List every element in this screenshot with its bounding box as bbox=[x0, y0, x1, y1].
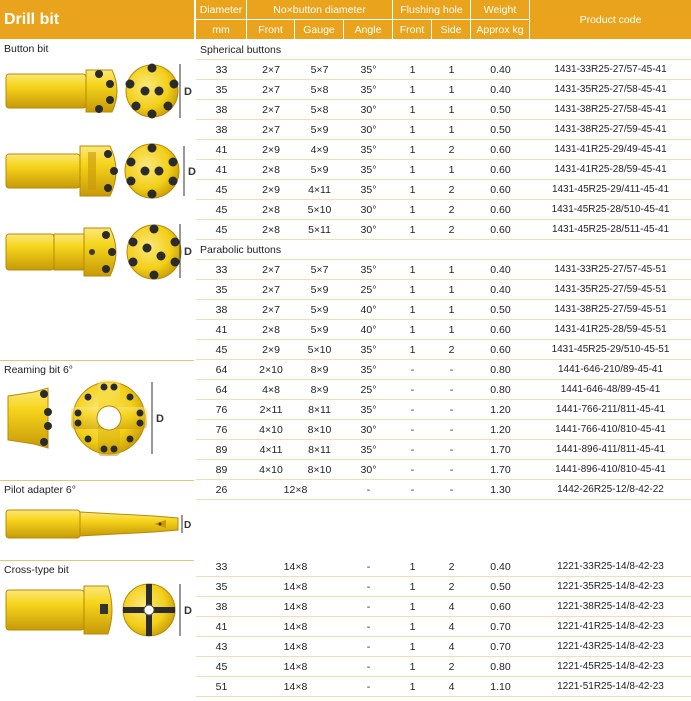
cell-angle: 35° bbox=[344, 160, 393, 180]
cell-product-code: 1431-45R25-28/511-45-41 bbox=[530, 220, 691, 240]
product-images-column bbox=[0, 0, 196, 701]
cell-product-code: 1441-766-211/811-45-41 bbox=[530, 400, 691, 420]
cell-diameter: 45 bbox=[196, 180, 247, 200]
section-divider bbox=[0, 480, 194, 481]
cell-weight: 0.60 bbox=[471, 220, 530, 240]
table-row bbox=[196, 460, 691, 480]
cell-angle: 25° bbox=[344, 380, 393, 400]
cell-angle: 40° bbox=[344, 320, 393, 340]
cell-flushing-front: 1 bbox=[393, 220, 432, 240]
cell-product-code: 1431-35R25-27/59-45-51 bbox=[530, 280, 691, 300]
table-row bbox=[196, 440, 691, 460]
cell-angle: 35° bbox=[344, 140, 393, 160]
table-row bbox=[196, 300, 691, 320]
cell-angle: 30° bbox=[344, 120, 393, 140]
dimension-d-label: D bbox=[184, 605, 192, 617]
table-subheader: Spherical buttons bbox=[196, 40, 691, 60]
cell-diameter: 33 bbox=[196, 260, 247, 280]
cell-gauge-buttons: 5×9 bbox=[295, 120, 344, 140]
cell-weight: 0.60 bbox=[471, 140, 530, 160]
cell-flushing-side: 2 bbox=[432, 657, 471, 677]
cell-front-buttons: 2×8 bbox=[247, 200, 295, 220]
cell-diameter: 51 bbox=[196, 677, 247, 697]
cell-flushing-side: 1 bbox=[432, 280, 471, 300]
cell-flushing-front: 1 bbox=[393, 320, 432, 340]
table-row bbox=[196, 180, 691, 200]
dimension-d-marker-1 bbox=[176, 62, 196, 122]
cell-gauge-buttons: 5×9 bbox=[295, 160, 344, 180]
button-bit-image-1 bbox=[4, 62, 194, 120]
cell-product-code: 1441-766-410/810-45-41 bbox=[530, 420, 691, 440]
header-product-code: Product code bbox=[530, 0, 691, 39]
table-spacer-row bbox=[196, 500, 691, 520]
cell-gauge-buttons: 5×10 bbox=[295, 200, 344, 220]
cell-flushing-side: - bbox=[432, 440, 471, 460]
cell-gauge-buttons: 5×7 bbox=[295, 260, 344, 280]
table-row bbox=[196, 420, 691, 440]
cell-angle: 35° bbox=[344, 180, 393, 200]
table-row bbox=[196, 60, 691, 80]
cell-weight: 0.50 bbox=[471, 120, 530, 140]
cell-diameter: 45 bbox=[196, 220, 247, 240]
cell-product-code: 1221-41R25-14/8-42-23 bbox=[530, 617, 691, 637]
cell-buttons: 14×8 bbox=[247, 557, 344, 577]
cell-buttons: 14×8 bbox=[247, 677, 344, 697]
cell-weight: 0.40 bbox=[471, 260, 530, 280]
spacer-cell bbox=[196, 538, 691, 557]
cell-angle: 30° bbox=[344, 460, 393, 480]
cell-weight: 0.60 bbox=[471, 180, 530, 200]
table-spacer-row bbox=[196, 519, 691, 538]
cell-front-buttons: 2×9 bbox=[247, 140, 295, 160]
cell-diameter: 89 bbox=[196, 460, 247, 480]
cell-weight: 1.70 bbox=[471, 460, 530, 480]
cell-flushing-front: 1 bbox=[393, 677, 432, 697]
cell-product-code: 1441-896-411/811-45-41 bbox=[530, 440, 691, 460]
cell-front-buttons: 2×7 bbox=[247, 80, 295, 100]
cell-front-buttons: 4×10 bbox=[247, 420, 295, 440]
cell-weight: 0.70 bbox=[471, 617, 530, 637]
cell-angle: - bbox=[344, 637, 393, 657]
cell-front-buttons: 2×10 bbox=[247, 360, 295, 380]
cell-angle: 35° bbox=[344, 80, 393, 100]
cell-front-buttons: 2×7 bbox=[247, 280, 295, 300]
table-row bbox=[196, 480, 691, 500]
cell-product-code: 1221-43R25-14/8-42-23 bbox=[530, 637, 691, 657]
cross-bit-image bbox=[4, 580, 194, 640]
cell-gauge-buttons: 4×9 bbox=[295, 140, 344, 160]
pilot-adapter-image bbox=[4, 502, 194, 546]
section-divider bbox=[0, 560, 194, 561]
cell-angle: - bbox=[344, 557, 393, 577]
dimension-d-label: D bbox=[184, 520, 192, 531]
cell-front-buttons: 2×7 bbox=[247, 300, 295, 320]
table-row bbox=[196, 100, 691, 120]
cell-diameter: 64 bbox=[196, 380, 247, 400]
cell-flushing-side: 1 bbox=[432, 80, 471, 100]
cell-gauge-buttons: 5×9 bbox=[295, 300, 344, 320]
table-subheader: Parabolic buttons bbox=[196, 240, 691, 260]
cell-front-buttons: 2×7 bbox=[247, 260, 295, 280]
header-weight: Weight bbox=[471, 0, 529, 19]
cell-angle: 35° bbox=[344, 400, 393, 420]
table-row bbox=[196, 577, 691, 597]
cell-flushing-side: 1 bbox=[432, 300, 471, 320]
cell-flushing-side: 2 bbox=[432, 200, 471, 220]
cell-weight: 0.80 bbox=[471, 360, 530, 380]
label-pilot-adapter: Pilot adapter 6° bbox=[4, 484, 76, 496]
table-spacer-row bbox=[196, 538, 691, 557]
cell-flushing-front: 1 bbox=[393, 260, 432, 280]
cell-buttons: 14×8 bbox=[247, 637, 344, 657]
cell-flushing-front: - bbox=[393, 460, 432, 480]
table-row bbox=[196, 80, 691, 100]
cell-product-code: 1221-38R25-14/8-42-23 bbox=[530, 597, 691, 617]
cell-flushing-side: 2 bbox=[432, 557, 471, 577]
cell-front-buttons: 2×9 bbox=[247, 180, 295, 200]
cell-weight: 1.20 bbox=[471, 400, 530, 420]
cell-flushing-side: 2 bbox=[432, 577, 471, 597]
cell-gauge-buttons: 8×9 bbox=[295, 380, 344, 400]
cell-flushing-side: - bbox=[432, 420, 471, 440]
cell-buttons: 14×8 bbox=[247, 577, 344, 597]
cell-diameter: 33 bbox=[196, 557, 247, 577]
cell-front-buttons: 2×8 bbox=[247, 220, 295, 240]
cell-diameter: 43 bbox=[196, 637, 247, 657]
cell-weight: 0.40 bbox=[471, 80, 530, 100]
cell-front-buttons: 2×7 bbox=[247, 100, 295, 120]
cell-buttons: 14×8 bbox=[247, 617, 344, 637]
cell-angle: - bbox=[344, 677, 393, 697]
table-row bbox=[196, 380, 691, 400]
cell-diameter: 64 bbox=[196, 360, 247, 380]
cell-angle: - bbox=[344, 577, 393, 597]
cell-product-code: 1441-646-48/89-45-41 bbox=[530, 380, 691, 400]
cell-product-code: 1431-38R25-27/59-45-51 bbox=[530, 300, 691, 320]
header-front: Front bbox=[247, 20, 294, 39]
cell-weight: 0.60 bbox=[471, 200, 530, 220]
table-row bbox=[196, 320, 691, 340]
cell-angle: 30° bbox=[344, 420, 393, 440]
cell-flushing-side: 1 bbox=[432, 260, 471, 280]
spacer-cell bbox=[196, 519, 691, 538]
cell-flushing-front: 1 bbox=[393, 200, 432, 220]
reaming-bit-image bbox=[4, 378, 194, 458]
cell-weight: 0.60 bbox=[471, 340, 530, 360]
table-row bbox=[196, 657, 691, 677]
cell-front-buttons: 2×9 bbox=[247, 340, 295, 360]
table-subheader-row bbox=[196, 240, 691, 260]
cell-diameter: 45 bbox=[196, 200, 247, 220]
cell-angle: 35° bbox=[344, 60, 393, 80]
cell-flushing-side: - bbox=[432, 460, 471, 480]
cell-gauge-buttons: 4×11 bbox=[295, 180, 344, 200]
cell-product-code: 1431-41R25-28/59-45-41 bbox=[530, 160, 691, 180]
cell-flushing-front: - bbox=[393, 400, 432, 420]
label-cross-bit: Cross-type bit bbox=[4, 564, 69, 576]
cell-weight: 0.60 bbox=[471, 320, 530, 340]
cell-angle: - bbox=[344, 480, 393, 500]
cell-gauge-buttons: 5×11 bbox=[295, 220, 344, 240]
cell-diameter: 35 bbox=[196, 80, 247, 100]
table-row bbox=[196, 360, 691, 380]
cell-angle: 35° bbox=[344, 440, 393, 460]
cell-angle: 40° bbox=[344, 300, 393, 320]
cell-diameter: 41 bbox=[196, 140, 247, 160]
cell-angle: - bbox=[344, 657, 393, 677]
cell-gauge-buttons: 5×8 bbox=[295, 100, 344, 120]
svg-text:D: D bbox=[184, 246, 192, 258]
label-reaming-bit: Reaming bit 6° bbox=[4, 364, 73, 376]
cell-flushing-front: 1 bbox=[393, 657, 432, 677]
button-bit-image-3 bbox=[4, 222, 194, 282]
button-bit-image-2 bbox=[4, 140, 194, 202]
cell-gauge-buttons: 5×7 bbox=[295, 60, 344, 80]
table-row bbox=[196, 260, 691, 280]
cell-angle: 30° bbox=[344, 100, 393, 120]
cell-product-code: 1221-45R25-14/8-42-23 bbox=[530, 657, 691, 677]
cell-gauge-buttons: 5×8 bbox=[295, 80, 344, 100]
header-weight-unit: Approx kg bbox=[471, 20, 529, 39]
cell-diameter: 45 bbox=[196, 657, 247, 677]
cell-diameter: 38 bbox=[196, 100, 247, 120]
header-diameter: Diameter bbox=[196, 0, 246, 19]
cell-gauge-buttons: 5×9 bbox=[295, 320, 344, 340]
cell-gauge-buttons: 8×10 bbox=[295, 460, 344, 480]
cell-flushing-side: 1 bbox=[432, 320, 471, 340]
cell-angle: 35° bbox=[344, 340, 393, 360]
cell-product-code: 1441-896-410/810-45-41 bbox=[530, 460, 691, 480]
cell-angle: 25° bbox=[344, 280, 393, 300]
cell-flushing-side: 1 bbox=[432, 120, 471, 140]
dimension-d-marker-3 bbox=[176, 222, 196, 282]
cell-flushing-side: 4 bbox=[432, 617, 471, 637]
cell-product-code: 1431-33R25-27/57-45-41 bbox=[530, 60, 691, 80]
table-row bbox=[196, 637, 691, 657]
cell-diameter: 89 bbox=[196, 440, 247, 460]
cell-product-code: 1221-33R25-14/8-42-23 bbox=[530, 557, 691, 577]
cell-weight: 1.10 bbox=[471, 677, 530, 697]
cell-front-buttons: 2×8 bbox=[247, 160, 295, 180]
cell-gauge-buttons: 8×11 bbox=[295, 440, 344, 460]
cell-angle: - bbox=[344, 617, 393, 637]
cell-product-code: 1442-26R25-12/8-42-22 bbox=[530, 480, 691, 500]
cell-flushing-front: 1 bbox=[393, 577, 432, 597]
cell-flushing-front: 1 bbox=[393, 60, 432, 80]
cell-flushing-side: - bbox=[432, 400, 471, 420]
svg-text:D: D bbox=[184, 86, 192, 98]
cell-angle: 35° bbox=[344, 260, 393, 280]
cell-front-buttons: 4×11 bbox=[247, 440, 295, 460]
cell-flushing-front: - bbox=[393, 440, 432, 460]
cell-flushing-side: 1 bbox=[432, 160, 471, 180]
table-row bbox=[196, 200, 691, 220]
table-row bbox=[196, 677, 691, 697]
cell-weight: 0.40 bbox=[471, 557, 530, 577]
table-row bbox=[196, 617, 691, 637]
cell-flushing-side: 2 bbox=[432, 140, 471, 160]
cell-flushing-front: 1 bbox=[393, 557, 432, 577]
cell-gauge-buttons: 5×10 bbox=[295, 340, 344, 360]
cell-angle: 30° bbox=[344, 200, 393, 220]
table-row bbox=[196, 340, 691, 360]
cell-weight: 0.40 bbox=[471, 280, 530, 300]
cell-front-buttons: 4×10 bbox=[247, 460, 295, 480]
cell-angle: 30° bbox=[344, 220, 393, 240]
header-flushing-hole: Flushing hole bbox=[393, 0, 470, 19]
cell-weight: 0.40 bbox=[471, 60, 530, 80]
cell-diameter: 45 bbox=[196, 340, 247, 360]
cell-buttons: 14×8 bbox=[247, 657, 344, 677]
cell-front-buttons: 2×11 bbox=[247, 400, 295, 420]
cell-product-code: 1221-35R25-14/8-42-23 bbox=[530, 577, 691, 597]
cell-product-code: 1221-51R25-14/8-42-23 bbox=[530, 677, 691, 697]
cell-diameter: 41 bbox=[196, 160, 247, 180]
cell-flushing-front: 1 bbox=[393, 140, 432, 160]
cell-flushing-side: 4 bbox=[432, 677, 471, 697]
cell-flushing-front: 1 bbox=[393, 100, 432, 120]
cell-flushing-side: - bbox=[432, 480, 471, 500]
cell-flushing-front: 1 bbox=[393, 300, 432, 320]
cell-flushing-front: 1 bbox=[393, 120, 432, 140]
header-diameter-unit: mm bbox=[196, 20, 246, 39]
cell-diameter: 41 bbox=[196, 617, 247, 637]
table-row bbox=[196, 140, 691, 160]
cell-weight: 0.80 bbox=[471, 657, 530, 677]
header-gauge: Gauge bbox=[295, 20, 343, 39]
cell-flushing-side: - bbox=[432, 380, 471, 400]
cell-weight: 0.50 bbox=[471, 100, 530, 120]
cell-flushing-front: - bbox=[393, 480, 432, 500]
cell-angle: - bbox=[344, 597, 393, 617]
cell-product-code: 1431-38R25-27/58-45-41 bbox=[530, 100, 691, 120]
table-row bbox=[196, 400, 691, 420]
header-flushing-side: Side bbox=[432, 20, 470, 39]
cell-front-buttons: 2×7 bbox=[247, 60, 295, 80]
cell-diameter: 76 bbox=[196, 420, 247, 440]
label-button-bit: Button bit bbox=[4, 43, 49, 55]
cell-flushing-side: 2 bbox=[432, 180, 471, 200]
cell-flushing-side: 4 bbox=[432, 597, 471, 617]
cell-flushing-front: - bbox=[393, 380, 432, 400]
cell-buttons: 14×8 bbox=[247, 597, 344, 617]
cell-weight: 0.60 bbox=[471, 160, 530, 180]
table-row bbox=[196, 220, 691, 240]
cell-diameter: 35 bbox=[196, 577, 247, 597]
table-row bbox=[196, 280, 691, 300]
cell-flushing-front: 1 bbox=[393, 597, 432, 617]
cell-flushing-side: 1 bbox=[432, 100, 471, 120]
cell-flushing-side: - bbox=[432, 360, 471, 380]
cell-flushing-front: - bbox=[393, 420, 432, 440]
table-row bbox=[196, 557, 691, 577]
cell-diameter: 38 bbox=[196, 300, 247, 320]
cell-diameter: 26 bbox=[196, 480, 247, 500]
cell-gauge-buttons: 8×10 bbox=[295, 420, 344, 440]
cell-angle: 35° bbox=[344, 360, 393, 380]
cell-flushing-front: 1 bbox=[393, 80, 432, 100]
cell-product-code: 1431-45R25-28/510-45-41 bbox=[530, 200, 691, 220]
cell-front-buttons: 2×8 bbox=[247, 320, 295, 340]
cell-flushing-side: 2 bbox=[432, 340, 471, 360]
cell-product-code: 1431-35R25-27/58-45-41 bbox=[530, 80, 691, 100]
cell-flushing-front: 1 bbox=[393, 617, 432, 637]
cell-flushing-front: 1 bbox=[393, 180, 432, 200]
page-title: Drill bit bbox=[0, 0, 194, 39]
cell-gauge-buttons: 5×9 bbox=[295, 280, 344, 300]
cell-diameter: 41 bbox=[196, 320, 247, 340]
cell-diameter: 38 bbox=[196, 120, 247, 140]
cell-flushing-side: 2 bbox=[432, 220, 471, 240]
header-angle: Angle bbox=[344, 20, 392, 39]
cell-product-code: 1441-646-210/89-45-41 bbox=[530, 360, 691, 380]
section-divider bbox=[0, 360, 194, 361]
cell-weight: 0.50 bbox=[471, 577, 530, 597]
cell-gauge-buttons: 8×9 bbox=[295, 360, 344, 380]
cell-buttons: 12×8 bbox=[247, 480, 344, 500]
header-flushing-front: Front bbox=[393, 20, 431, 39]
cell-product-code: 1431-33R25-27/57-45-51 bbox=[530, 260, 691, 280]
cell-front-buttons: 4×8 bbox=[247, 380, 295, 400]
cell-weight: 0.70 bbox=[471, 637, 530, 657]
cell-flushing-front: 1 bbox=[393, 637, 432, 657]
cell-flushing-front: 1 bbox=[393, 160, 432, 180]
cell-weight: 1.20 bbox=[471, 420, 530, 440]
cell-weight: 1.30 bbox=[471, 480, 530, 500]
spacer-cell bbox=[196, 500, 691, 520]
cell-weight: 0.60 bbox=[471, 597, 530, 617]
cell-product-code: 1431-45R25-29/411-45-41 bbox=[530, 180, 691, 200]
spec-table bbox=[196, 40, 691, 697]
cell-diameter: 38 bbox=[196, 597, 247, 617]
table-row bbox=[196, 597, 691, 617]
cell-product-code: 1431-41R25-29/49-45-41 bbox=[530, 140, 691, 160]
dimension-d-label: D bbox=[156, 413, 164, 425]
table-row bbox=[196, 160, 691, 180]
cell-flushing-side: 4 bbox=[432, 637, 471, 657]
cell-weight: 0.50 bbox=[471, 300, 530, 320]
cell-weight: 0.80 bbox=[471, 380, 530, 400]
cell-flushing-front: 1 bbox=[393, 280, 432, 300]
dimension-d-label: D bbox=[188, 166, 196, 178]
cell-diameter: 35 bbox=[196, 280, 247, 300]
cell-diameter: 76 bbox=[196, 400, 247, 420]
cell-flushing-front: 1 bbox=[393, 340, 432, 360]
cell-product-code: 1431-41R25-28/59-45-51 bbox=[530, 320, 691, 340]
cell-gauge-buttons: 8×11 bbox=[295, 400, 344, 420]
cell-product-code: 1431-38R25-27/59-45-41 bbox=[530, 120, 691, 140]
cell-diameter: 33 bbox=[196, 60, 247, 80]
cell-weight: 1.70 bbox=[471, 440, 530, 460]
cell-flushing-front: - bbox=[393, 360, 432, 380]
table-subheader-row bbox=[196, 40, 691, 60]
cell-front-buttons: 2×7 bbox=[247, 120, 295, 140]
table-row bbox=[196, 120, 691, 140]
cell-product-code: 1431-45R25-29/510-45-51 bbox=[530, 340, 691, 360]
header-button-diameter: No×button diameter bbox=[247, 0, 392, 19]
cell-flushing-side: 1 bbox=[432, 60, 471, 80]
